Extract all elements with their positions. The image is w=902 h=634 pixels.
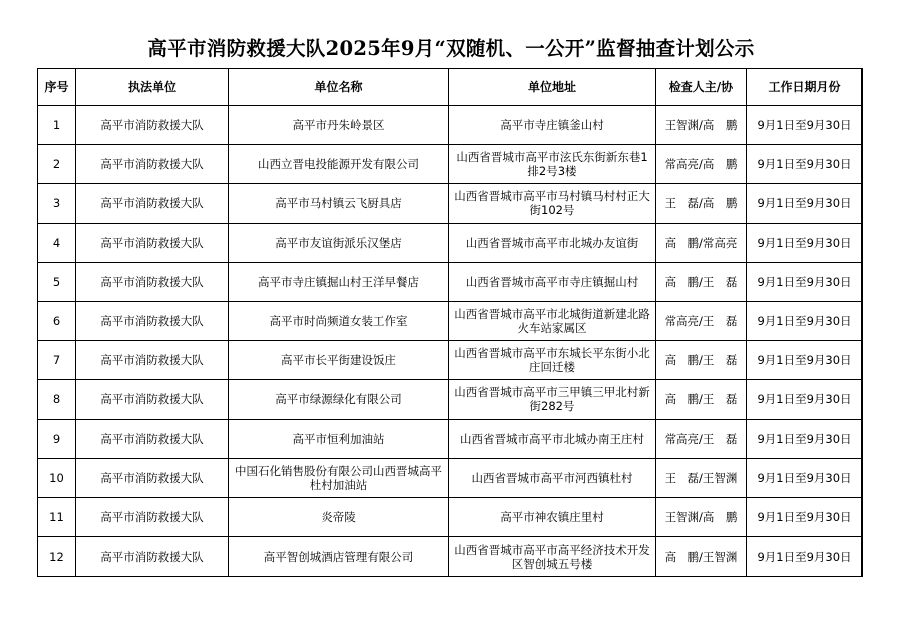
cell-seq: 10 [38,458,76,497]
table-row [38,380,863,419]
cell-enforcement-unit: 高平市消防救援大队 [76,145,229,184]
cell-unit-address: 山西省晋城市高平市泫氏东街新东巷1排2号3楼 [449,145,656,184]
cell-unit-address: 山西省晋城市高平市高平经济技术开发区智创城五号楼 [449,537,656,577]
cell-unit-address: 山西省晋城市高平市北城办友谊街 [449,223,656,262]
cell-seq: 2 [38,145,76,184]
cell-unit-name: 高平市丹朱岭景区 [229,106,449,145]
cell-inspectors: 高 鹏/常高亮 [656,223,747,262]
cell-unit-name: 高平市寺庄镇掘山村王洋早餐店 [229,262,449,301]
cell-enforcement-unit: 高平市消防救援大队 [76,301,229,340]
cell-unit-name: 高平市时尚频道女装工作室 [229,301,449,340]
cell-inspectors: 王 磊/王智渊 [656,458,747,497]
header-seq: 序号 [38,69,76,106]
cell-enforcement-unit: 高平市消防救援大队 [76,458,229,497]
cell-inspectors: 常高亮/王 磊 [656,301,747,340]
table-row [38,301,863,340]
table-row [38,145,863,184]
cell-inspectors: 王智渊/高 鹏 [656,106,747,145]
cell-unit-name: 高平市马村镇云飞厨具店 [229,184,449,223]
cell-unit-name: 高平市恒利加油站 [229,419,449,458]
cell-seq: 9 [38,419,76,458]
cell-work-period: 9月1日至9月30日 [747,301,863,340]
cell-unit-address: 山西省晋城市高平市东城长平东街小北庄回迁楼 [449,341,656,380]
cell-enforcement-unit: 高平市消防救援大队 [76,419,229,458]
cell-enforcement-unit: 高平市消防救援大队 [76,262,229,301]
cell-enforcement-unit: 高平市消防救援大队 [76,184,229,223]
cell-work-period: 9月1日至9月30日 [747,419,863,458]
cell-work-period: 9月1日至9月30日 [747,537,863,577]
header-work-period: 工作日期月份 [747,69,863,106]
cell-work-period: 9月1日至9月30日 [747,223,863,262]
cell-unit-name: 高平市长平街建设饭庄 [229,341,449,380]
cell-work-period: 9月1日至9月30日 [747,458,863,497]
cell-enforcement-unit: 高平市消防救援大队 [76,497,229,536]
inspection-plan-table [37,68,863,577]
document-title: 高平市消防救援大队2025年9月“双随机、一公开”监督抽查计划公示 [147,37,755,60]
cell-unit-address: 山西省晋城市高平市河西镇杜村 [449,458,656,497]
table-row [38,223,863,262]
table-row [38,106,863,145]
cell-inspectors: 王 磊/高 鹏 [656,184,747,223]
cell-seq: 5 [38,262,76,301]
cell-unit-name: 炎帝陵 [229,497,449,536]
cell-seq: 3 [38,184,76,223]
cell-seq: 6 [38,301,76,340]
cell-enforcement-unit: 高平市消防救援大队 [76,106,229,145]
cell-inspectors: 高 鹏/王智渊 [656,537,747,577]
cell-seq: 1 [38,106,76,145]
cell-inspectors: 常高亮/王 磊 [656,419,747,458]
cell-unit-name: 高平市友谊街派乐汉堡店 [229,223,449,262]
table-row [38,419,863,458]
header-inspectors: 检查人主/协 [656,69,747,106]
cell-work-period: 9月1日至9月30日 [747,341,863,380]
cell-inspectors: 高 鹏/王 磊 [656,262,747,301]
cell-inspectors: 高 鹏/王 磊 [656,380,747,419]
cell-unit-address: 山西省晋城市高平市马村镇马村村正大街102号 [449,184,656,223]
cell-enforcement-unit: 高平市消防救援大队 [76,341,229,380]
cell-seq: 8 [38,380,76,419]
cell-inspectors: 王智渊/高 鹏 [656,497,747,536]
cell-work-period: 9月1日至9月30日 [747,145,863,184]
cell-work-period: 9月1日至9月30日 [747,380,863,419]
cell-inspectors: 高 鹏/王 磊 [656,341,747,380]
cell-enforcement-unit: 高平市消防救援大队 [76,223,229,262]
cell-seq: 12 [38,537,76,577]
cell-unit-address: 高平市神农镇庄里村 [449,497,656,536]
table-row [38,184,863,223]
cell-work-period: 9月1日至9月30日 [747,497,863,536]
table-row [38,497,863,536]
cell-unit-address: 山西省晋城市高平市北城街道新建北路火车站家属区 [449,301,656,340]
cell-seq: 7 [38,341,76,380]
table-header-row [38,69,863,106]
cell-unit-name: 中国石化销售股份有限公司山西晋城高平杜村加油站 [229,458,449,497]
table-row [38,537,863,577]
header-unit-name: 单位名称 [229,69,449,106]
cell-seq: 11 [38,497,76,536]
cell-work-period: 9月1日至9月30日 [747,262,863,301]
cell-inspectors: 常高亮/高 鹏 [656,145,747,184]
cell-unit-name: 山西立晋电投能源开发有限公司 [229,145,449,184]
cell-unit-name: 高平智创城酒店管理有限公司 [229,537,449,577]
cell-unit-address: 山西省晋城市高平市三甲镇三甲北村新街282号 [449,380,656,419]
table-row [38,262,863,301]
cell-work-period: 9月1日至9月30日 [747,106,863,145]
cell-unit-address: 山西省晋城市高平市北城办南王庄村 [449,419,656,458]
cell-work-period: 9月1日至9月30日 [747,184,863,223]
cell-seq: 4 [38,223,76,262]
table-row [38,341,863,380]
cell-enforcement-unit: 高平市消防救援大队 [76,537,229,577]
cell-unit-name: 高平市绿源绿化有限公司 [229,380,449,419]
table-row [38,458,863,497]
cell-unit-address: 山西省晋城市高平市寺庄镇掘山村 [449,262,656,301]
cell-enforcement-unit: 高平市消防救援大队 [76,380,229,419]
header-enforcement-unit: 执法单位 [76,69,229,106]
header-unit-address: 单位地址 [449,69,656,106]
cell-unit-address: 高平市寺庄镇釜山村 [449,106,656,145]
